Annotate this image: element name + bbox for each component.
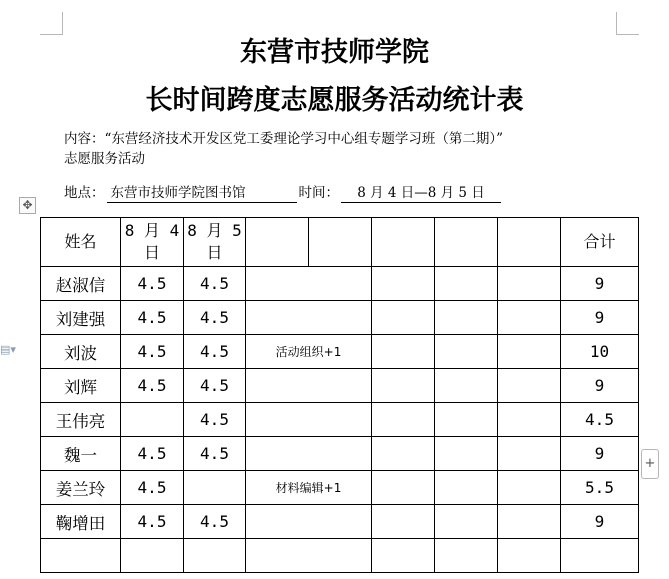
header-empty-cell[interactable] <box>309 218 372 267</box>
cell-total[interactable]: 9 <box>561 267 639 301</box>
cell-note[interactable]: 材料编辑+1 <box>246 471 372 505</box>
cell-name[interactable]: 魏一 <box>41 437 121 471</box>
cell-day1[interactable]: 4.5 <box>121 267 184 301</box>
table-row <box>41 335 639 369</box>
header-empty-cell[interactable] <box>246 218 309 267</box>
cell-day2[interactable]: 4.5 <box>184 301 246 335</box>
cell-total[interactable]: 9 <box>561 437 639 471</box>
location-label: 地点： <box>64 185 105 201</box>
header-empty-cell[interactable] <box>435 218 498 267</box>
cell-empty[interactable] <box>372 267 435 301</box>
cell-note[interactable] <box>246 539 372 573</box>
cell-day1[interactable]: 4.5 <box>121 505 184 539</box>
cell-empty[interactable] <box>435 369 498 403</box>
volunteer-stats-table <box>40 217 639 573</box>
cell-day2[interactable]: 4.5 <box>184 335 246 369</box>
cell-day1[interactable]: 4.5 <box>121 301 184 335</box>
time-value: 8 月 4 日—8 月 5 日 <box>341 181 501 203</box>
cell-empty[interactable] <box>435 335 498 369</box>
cell-day2[interactable]: 4.5 <box>184 505 246 539</box>
time-label: 时间： <box>298 185 339 201</box>
cell-empty[interactable] <box>498 505 561 539</box>
cell-empty[interactable] <box>498 437 561 471</box>
header-total[interactable]: 合计 <box>561 218 639 267</box>
cell-day2[interactable] <box>184 539 246 573</box>
table-row <box>41 301 639 335</box>
cell-note[interactable] <box>246 437 372 471</box>
table-row <box>41 369 639 403</box>
cell-note[interactable] <box>246 267 372 301</box>
cell-total[interactable]: 5.5 <box>561 471 639 505</box>
location-value: 东营市技师学院图书馆 <box>107 181 297 203</box>
cell-empty[interactable] <box>372 301 435 335</box>
cell-name[interactable]: 刘辉 <box>41 369 121 403</box>
cell-empty[interactable] <box>435 437 498 471</box>
content-description-cont: 志愿服务活动 <box>64 151 145 167</box>
cell-name[interactable]: 王伟亮 <box>41 403 121 437</box>
cell-day2[interactable]: 4.5 <box>184 437 246 471</box>
add-column-plus-icon[interactable]: + <box>641 449 659 479</box>
cell-day2[interactable]: 4.5 <box>184 369 246 403</box>
table-row <box>41 437 639 471</box>
header-empty-cell[interactable] <box>372 218 435 267</box>
document-title: 东营市技师学院 <box>240 37 429 68</box>
table-row <box>41 539 639 573</box>
cell-empty[interactable] <box>435 403 498 437</box>
cell-empty[interactable] <box>372 403 435 437</box>
cell-day1[interactable] <box>121 539 184 573</box>
cell-empty[interactable] <box>372 437 435 471</box>
cell-day1[interactable] <box>121 403 184 437</box>
table-row <box>41 471 639 505</box>
cell-day1[interactable]: 4.5 <box>121 335 184 369</box>
cell-total[interactable]: 10 <box>561 335 639 369</box>
cell-empty[interactable] <box>498 471 561 505</box>
cell-day2[interactable]: 4.5 <box>184 267 246 301</box>
cell-empty[interactable] <box>498 267 561 301</box>
cell-name[interactable] <box>41 539 121 573</box>
cell-total[interactable] <box>561 539 639 573</box>
header-empty-cell[interactable] <box>498 218 561 267</box>
cell-empty[interactable] <box>435 301 498 335</box>
cell-empty[interactable] <box>435 505 498 539</box>
cell-empty[interactable] <box>372 505 435 539</box>
table-row <box>41 403 639 437</box>
location-time-line <box>64 181 503 203</box>
cell-name[interactable]: 刘波 <box>41 335 121 369</box>
cell-total[interactable]: 4.5 <box>561 403 639 437</box>
cell-empty[interactable] <box>372 369 435 403</box>
cell-empty[interactable] <box>498 403 561 437</box>
cell-total[interactable]: 9 <box>561 369 639 403</box>
cell-empty[interactable] <box>372 471 435 505</box>
table-move-handle-icon[interactable]: ✥ <box>19 197 36 214</box>
cell-empty[interactable] <box>498 301 561 335</box>
table-row <box>41 267 639 301</box>
cell-note[interactable] <box>246 505 372 539</box>
header-name[interactable]: 姓名 <box>41 218 121 267</box>
cell-empty[interactable] <box>372 335 435 369</box>
cell-empty[interactable] <box>435 267 498 301</box>
cell-note[interactable] <box>246 403 372 437</box>
cell-empty[interactable] <box>435 471 498 505</box>
cell-empty[interactable] <box>498 369 561 403</box>
table-row <box>41 505 639 539</box>
cell-name[interactable]: 姜兰玲 <box>41 471 121 505</box>
cell-note[interactable] <box>246 301 372 335</box>
cell-note[interactable]: 活动组织+1 <box>246 335 372 369</box>
document-subtitle: 长时间跨度志愿服务活动统计表 <box>145 85 524 116</box>
cell-empty[interactable] <box>372 539 435 573</box>
document-icon[interactable]: ▤▾ <box>0 343 16 356</box>
cell-total[interactable]: 9 <box>561 505 639 539</box>
cell-name[interactable]: 赵淑信 <box>41 267 121 301</box>
cell-day1[interactable]: 4.5 <box>121 369 184 403</box>
cell-empty[interactable] <box>435 539 498 573</box>
cell-day2[interactable] <box>184 471 246 505</box>
cell-note[interactable] <box>246 369 372 403</box>
cell-empty[interactable] <box>498 539 561 573</box>
cell-name[interactable]: 刘建强 <box>41 301 121 335</box>
header-day2[interactable]: 8 月 5 日 <box>184 218 246 267</box>
cell-empty[interactable] <box>498 335 561 369</box>
cell-name[interactable]: 鞠增田 <box>41 505 121 539</box>
cell-day2[interactable]: 4.5 <box>184 403 246 437</box>
cell-day1[interactable]: 4.5 <box>121 437 184 471</box>
content-description: 内容：“东营经济技术开发区党工委理论学习中心组专题学习班（第二期）” <box>64 131 504 147</box>
table-header-row <box>41 218 639 267</box>
header-day1[interactable]: 8 月 4 日 <box>121 218 184 267</box>
cell-total[interactable]: 9 <box>561 301 639 335</box>
cell-day1[interactable]: 4.5 <box>121 471 184 505</box>
